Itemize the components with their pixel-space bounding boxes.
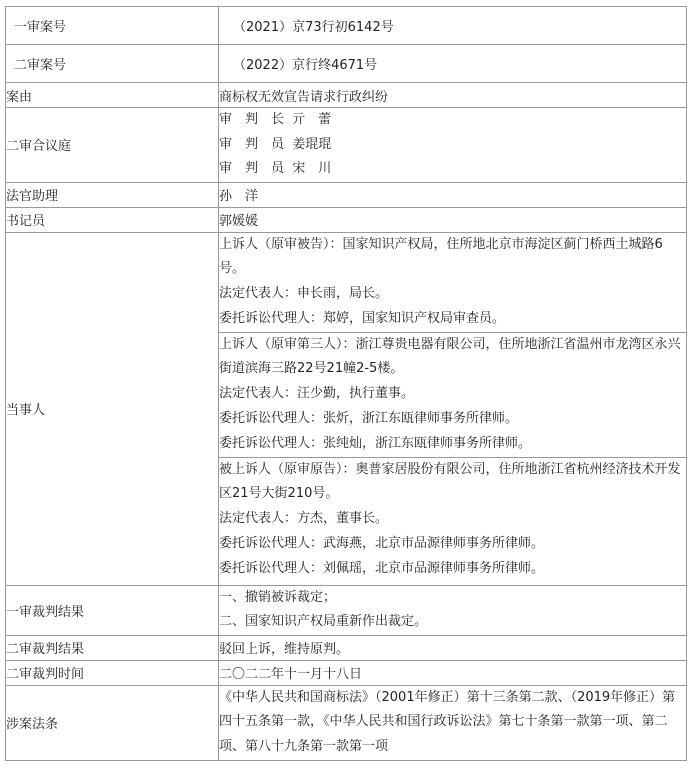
row-label: 书记员 <box>6 207 219 232</box>
statutes-text: 《中华人民共和国商标法》（2001年修正）第十三条第二款、（2019年修正）第四十五条第一款，《中华人民共和国行政诉讼法》第七十条第一款第一项、第二项、第八十九条第一款第一项 <box>219 689 676 754</box>
party-line: 委托诉讼代理人：武海燕，北京市品源律师事务所律师。 <box>219 536 545 552</box>
party-line: 委托诉讼代理人：郑婷，国家知识产权局审查员。 <box>219 310 506 326</box>
table-row <box>6 585 687 635</box>
second-instance-case-number: （2022）京行终4671号 <box>219 45 687 83</box>
first-instance-result <box>219 585 687 635</box>
row-label: 二审合议庭 <box>6 108 219 183</box>
table-row <box>6 83 687 108</box>
cited-statutes <box>219 685 687 760</box>
table-row <box>6 7 687 45</box>
parties-cell <box>219 232 687 585</box>
panel-member: 审 判 员 宋 川 <box>219 161 332 176</box>
result-item: 一、撤销被诉裁定； <box>219 589 337 605</box>
table-row <box>6 182 687 207</box>
judge-assistant: 孙 洋 <box>219 182 687 207</box>
row-label: 法官助理 <box>6 182 219 207</box>
party-block <box>219 233 686 333</box>
court-clerk: 郭媛媛 <box>219 207 687 232</box>
panel-member: 审 判 长 亓 蕾 <box>219 112 332 127</box>
row-label: 二审案号 <box>6 45 219 83</box>
second-instance-result: 驳回上诉，维持原判。 <box>219 635 687 660</box>
party-line: 上诉人（原审被告）：国家知识产权局，住所地北京市海淀区蓟门桥西土城路6号。 <box>219 236 663 277</box>
case-info-table <box>5 6 687 761</box>
table-row <box>6 108 687 183</box>
row-label: 二审裁判结果 <box>6 635 219 660</box>
table-row <box>6 45 687 83</box>
party-line: 法定代表人：汪少勤，执行董事。 <box>219 386 415 402</box>
party-line: 委托诉讼代理人：张纯灿，浙江东瓯律师事务所律师。 <box>219 435 532 451</box>
panel-member: 审 判 员 姜琨琨 <box>219 136 332 152</box>
table-row <box>6 232 687 585</box>
table-row <box>6 207 687 232</box>
party-line: 法定代表人：方杰，董事长。 <box>219 511 389 527</box>
case-cause: 商标权无效宣告请求行政纠纷 <box>219 83 687 108</box>
row-label: 案由 <box>6 83 219 108</box>
row-label: 涉案法条 <box>6 685 219 760</box>
row-label: 一审案号 <box>6 7 219 45</box>
row-label: 当事人 <box>6 232 219 585</box>
table-row <box>6 685 687 760</box>
party-line: 委托诉讼代理人：刘佩瑶，北京市品源律师事务所律师。 <box>219 560 545 576</box>
party-block <box>219 333 686 458</box>
party-line: 委托诉讼代理人：张炘，浙江东瓯律师事务所律师。 <box>219 411 519 427</box>
party-block <box>219 458 686 582</box>
table-row <box>6 660 687 685</box>
panel-members <box>219 108 687 183</box>
party-line: 被上诉人（原审原告）：奥普家居股份有限公司，住所地浙江省杭州经济技术开发区21号大街210号。 <box>219 461 681 502</box>
result-item: 二、国家知识产权局重新作出裁定。 <box>219 614 428 629</box>
party-line: 法定代表人：申长雨，局长。 <box>219 286 389 302</box>
table-row <box>6 635 687 660</box>
party-line: 上诉人（原审第三人）：浙江尊贵电器有限公司，住所地浙江省温州市龙湾区永兴街道滨海三路22号21幢2-5楼。 <box>219 336 681 377</box>
row-label: 一审裁判结果 <box>6 585 219 635</box>
second-instance-date: 二〇二二年十一月十八日 <box>219 660 687 685</box>
row-label: 二审裁判时间 <box>6 660 219 685</box>
first-instance-case-number: （2021）京73行初6142号 <box>219 7 687 45</box>
